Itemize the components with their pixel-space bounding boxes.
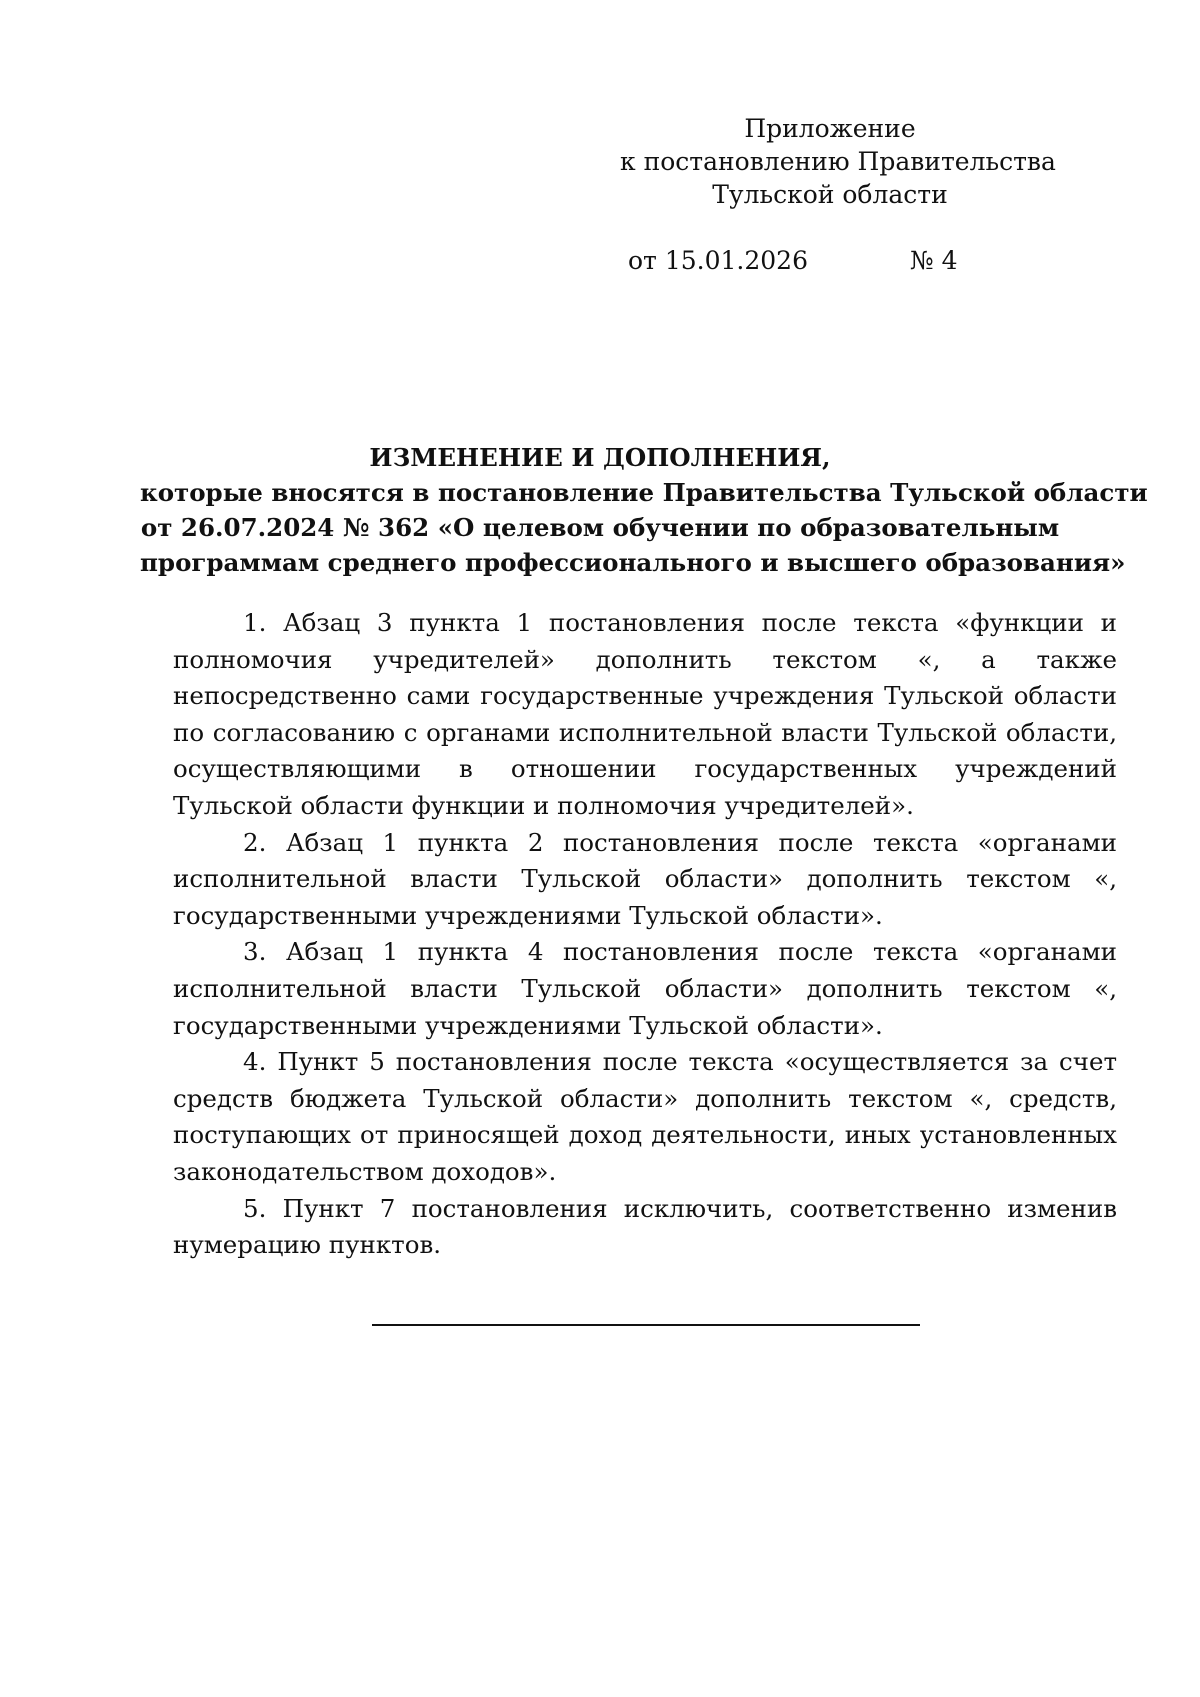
title-line-1: ИЗМЕНЕНИЕ И ДОПОЛНЕНИЯ, xyxy=(369,443,831,472)
appendix-region-line: Тульской области xyxy=(712,180,948,209)
resolution-date: от 15.01.2026 xyxy=(628,246,808,275)
document-body xyxy=(173,605,1117,1264)
paragraph-3: 3. Абзац 1 пункта 4 постановления после текста «органами исполнительной власти Тульской области» дополнить текстом «, государственными учреждениями Тульской области». xyxy=(173,937,1117,1040)
title-line-4: программам среднего профессионального и высшего образования» xyxy=(140,548,1126,577)
appendix-resolution-line: к постановлению Правительства xyxy=(620,147,1056,176)
appendix-label: Приложение xyxy=(744,114,916,143)
paragraph-4: 4. Пункт 5 постановления после текста «осуществляется за счет средств бюджета Тульской области» дополнить текстом «, средств, поступающих от приносящей доход деятельности, иных установленных законодательством доходов». xyxy=(173,1047,1117,1186)
paragraph-2: 2. Абзац 1 пункта 2 постановления после текста «органами исполнительной власти Тульской области» дополнить текстом «, государственными учреждениями Тульской области». xyxy=(173,827,1117,930)
paragraph-1: 1. Абзац 3 пункта 1 постановления после текста «функции и полномочия учредителей» дополнить текстом «, а также непосредственно сами государственные учреждения Тульской области по согласованию с органами исполнительной власти Тульской области, осуществляющими в отношении государственных учреждений Тульской области функции и полномочия учредителей». xyxy=(173,608,1117,820)
paragraph-5: 5. Пункт 7 постановления исключить, соответственно изменив нумерацию пунктов. xyxy=(173,1193,1117,1260)
title-line-2: которые вносятся в постановление Правительства Тульской области xyxy=(140,478,1148,507)
appendix-header xyxy=(620,112,1056,211)
resolution-number: № 4 xyxy=(910,246,958,275)
document-title xyxy=(140,440,1148,580)
title-line-3: от 26.07.2024 № 362 «О целевом обучении по образовательным xyxy=(140,513,1060,542)
closing-rule xyxy=(372,1324,920,1326)
